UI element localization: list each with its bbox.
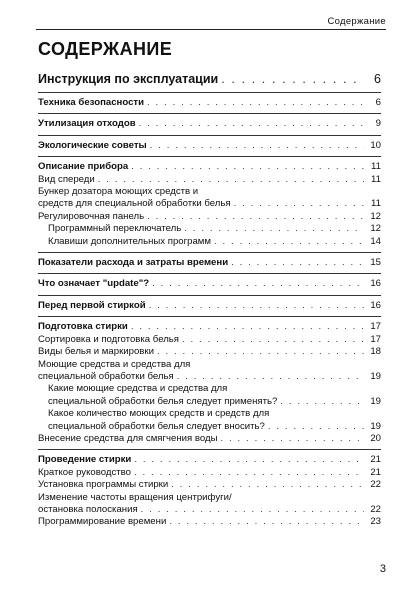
toc-entry-page: 16 (370, 278, 381, 290)
toc-entry[interactable] (38, 433, 381, 445)
leader-dots (139, 118, 364, 130)
toc-entry-page: 17 (370, 333, 381, 345)
toc-entry[interactable] (38, 371, 381, 383)
toc-entry-title: специальной обработки белья следует вносить? (48, 420, 265, 432)
toc-section (38, 66, 381, 93)
toc-entry-title: Перед первой стиркой (38, 299, 146, 311)
leader-dots (147, 211, 364, 223)
toc-entry-title: Что означает "update"? (38, 278, 150, 290)
toc-entry-page: 12 (370, 210, 381, 222)
toc-entry-title: Клавиши дополнительных программ (48, 235, 211, 247)
toc-entry[interactable] (38, 97, 381, 109)
toc-entry-title: Установка программы стирки (38, 479, 169, 491)
toc-entry[interactable] (38, 161, 381, 173)
leader-dots (214, 236, 364, 248)
toc-entry-title: Регулировочная панель (38, 210, 145, 222)
toc-section (38, 450, 381, 528)
toc-entry-title: Сортировка и подготовка белья (38, 333, 179, 345)
toc-entry[interactable] (38, 334, 381, 346)
toc-entry[interactable] (38, 321, 381, 333)
toc-section (38, 296, 381, 317)
leader-dots (221, 70, 364, 88)
toc-section (38, 157, 381, 253)
leader-dots (268, 421, 364, 433)
toc-entry[interactable] (38, 346, 381, 358)
toc-entry-page: 23 (370, 516, 381, 528)
leader-dots (280, 396, 364, 408)
toc-entry-page: 16 (370, 299, 381, 311)
toc-entry-title: Экологические советы (38, 139, 147, 151)
leader-dots (157, 346, 364, 358)
toc-entry-title: Какое количество моющих средств и средств для (48, 408, 270, 420)
leader-dots (134, 454, 364, 466)
toc-entry-title: Инструкция по эксплуатации (38, 72, 219, 86)
toc-entry-title: Показатели расхода и затраты времени (38, 257, 229, 269)
toc-entry-page: 11 (371, 161, 381, 173)
toc-entry[interactable] (38, 454, 381, 466)
toc-entry[interactable] (38, 174, 381, 186)
toc-subentry-continued[interactable] (38, 408, 381, 420)
leader-dots (177, 371, 364, 383)
toc-entry[interactable] (38, 467, 381, 479)
leader-dots (152, 278, 364, 290)
leader-dots (171, 479, 364, 491)
toc-entry-page: 6 (375, 97, 381, 108)
toc-section (38, 274, 381, 295)
toc-entry-page: 21 (370, 466, 381, 478)
toc-entry-page: 14 (370, 235, 381, 247)
toc-entry-continued[interactable] (38, 359, 381, 371)
leader-dots (134, 467, 364, 479)
leader-dots (131, 321, 364, 333)
toc-subentry-continued[interactable] (38, 383, 381, 395)
toc-entry-page: 12 (370, 223, 381, 235)
toc-entry-page: 19 (370, 420, 381, 432)
leader-dots (220, 433, 364, 445)
toc-entry[interactable] (38, 516, 381, 528)
leader-dots (234, 198, 364, 210)
toc-entry-page: 19 (370, 395, 381, 407)
toc-entry-page: 19 (370, 370, 381, 382)
toc-section (38, 253, 381, 274)
toc-entry-page: 11 (371, 198, 381, 210)
toc-section (38, 317, 381, 450)
toc-entry-title: Утилизация отходов (38, 118, 136, 130)
toc-entry-title: Подготовка стирки (38, 321, 128, 333)
toc-entry-title: остановка полоскания (38, 503, 138, 515)
toc-entry-title: Внесение средства для смягчения воды (38, 432, 218, 444)
leader-dots (147, 97, 364, 109)
header-rule (36, 29, 386, 30)
toc-entry-title: Проведение стирки (38, 454, 132, 466)
toc-entry-title: Какие моющие средства и средства для (48, 383, 228, 395)
toc-entry-title: Краткое руководство (38, 466, 131, 478)
toc-entry-title: специальной обработки белья (38, 370, 174, 382)
toc-section (38, 136, 381, 157)
leader-dots (150, 140, 364, 152)
toc-entry-title: Техника безопасности (38, 97, 144, 108)
running-header: Содержание (327, 16, 386, 27)
toc-entry-page: 22 (370, 479, 381, 491)
toc-entry-page: 21 (370, 454, 381, 466)
toc-entry-page: 20 (370, 432, 381, 444)
leader-dots (184, 223, 364, 235)
toc-entry-title: Виды белья и маркировки (38, 346, 154, 358)
toc-entry-title: Моющие средства и средства для (38, 358, 191, 370)
toc-subentry[interactable] (38, 396, 381, 408)
toc-entry-title: Бункер дозатора моющих средств и (38, 186, 199, 198)
leader-dots (149, 300, 364, 312)
leader-dots (131, 161, 364, 173)
toc-entry[interactable] (38, 278, 381, 290)
toc-entry-title: Описание прибора (38, 161, 129, 173)
toc-entry-page: 11 (371, 173, 381, 185)
toc-entry[interactable] (38, 140, 381, 152)
page-title: СОДЕРЖАНИЕ (38, 39, 173, 59)
toc-subentry[interactable] (38, 223, 381, 235)
toc-entry-page: 18 (370, 346, 381, 358)
toc-entry-page: 9 (375, 118, 381, 130)
toc-entry[interactable] (38, 300, 381, 312)
leader-dots (98, 174, 364, 186)
toc-entry[interactable] (38, 257, 381, 269)
page-number: 3 (379, 563, 386, 575)
toc-entry-page: 6 (374, 72, 381, 86)
table-of-contents (38, 66, 381, 529)
toc-entry[interactable] (38, 118, 381, 130)
toc-entry-page: 17 (370, 321, 381, 333)
leader-dots (169, 516, 364, 528)
leader-dots (141, 504, 364, 516)
toc-section (38, 93, 381, 114)
toc-subentry[interactable] (38, 236, 381, 248)
leader-dots (182, 334, 364, 346)
toc-entry-title: средств для специальной обработки белья (38, 198, 231, 210)
toc-entry-page: 15 (370, 257, 381, 269)
toc-entry[interactable] (38, 504, 381, 516)
toc-entry-title: Вид спереди (38, 173, 95, 185)
toc-entry-title: Изменение частоты вращения центрифуги/ (38, 491, 232, 503)
toc-entry-continued[interactable] (38, 186, 381, 198)
toc-entry[interactable] (38, 479, 381, 491)
toc-entry-continued[interactable] (38, 492, 381, 504)
toc-entry[interactable] (38, 198, 381, 210)
toc-entry-title: специальной обработки белья следует применять? (48, 395, 278, 407)
toc-entry-page: 10 (370, 139, 381, 151)
toc-entry-title: Программирование времени (38, 516, 167, 528)
leader-dots (231, 257, 364, 269)
toc-entry[interactable] (38, 211, 381, 223)
toc-entry-page: 22 (370, 503, 381, 515)
toc-subentry[interactable] (38, 421, 381, 433)
toc-entry[interactable] (38, 70, 381, 88)
toc-section (38, 114, 381, 135)
toc-entry-title: Программный переключатель (48, 223, 182, 235)
